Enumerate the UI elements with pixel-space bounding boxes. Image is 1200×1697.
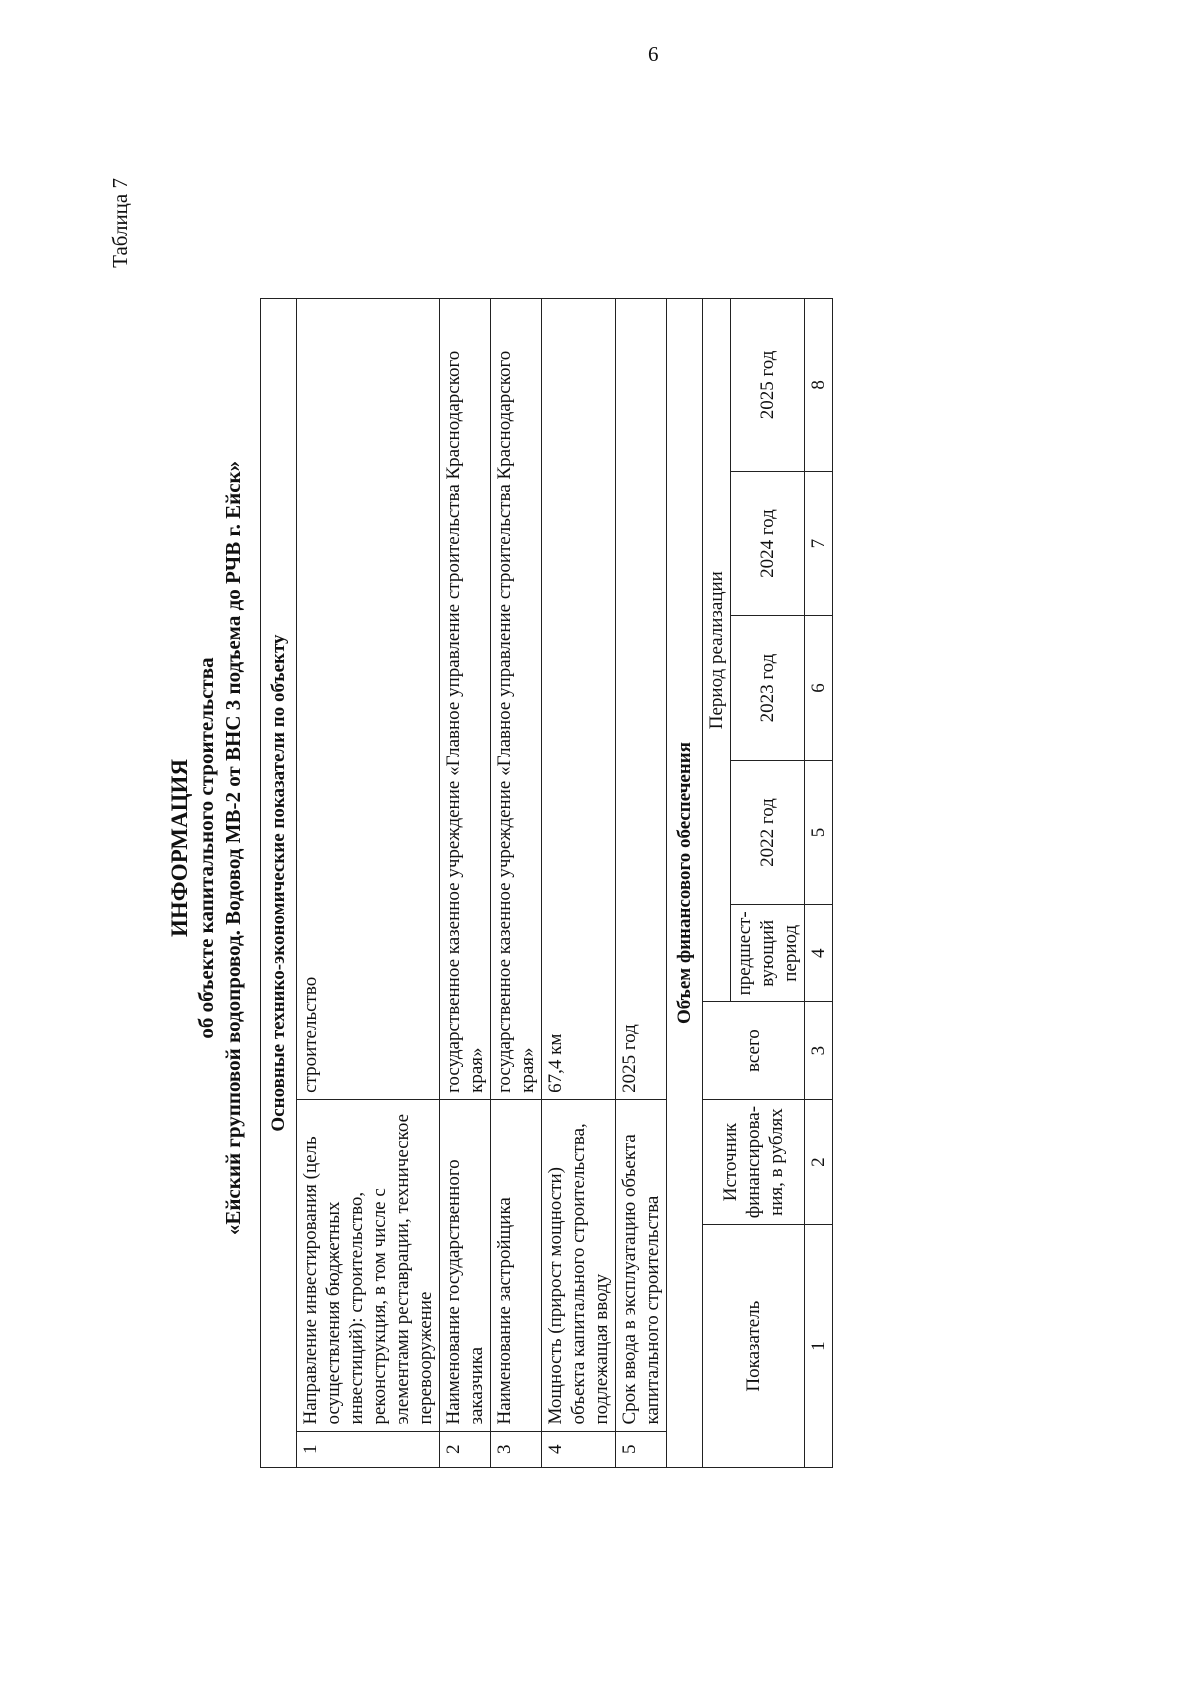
header-2023: 2023 год bbox=[731, 616, 805, 760]
column-number: 1 bbox=[805, 1225, 833, 1468]
indicator-row bbox=[542, 299, 616, 1468]
indicator-label: Наименование застройщика bbox=[491, 1099, 542, 1431]
info-table bbox=[260, 298, 833, 1468]
indicator-value: строительство bbox=[297, 299, 440, 1100]
heading-subtitle: об объекте капитального строительства bbox=[194, 657, 218, 1039]
indicator-number: 5 bbox=[616, 1431, 667, 1467]
column-number: 5 bbox=[805, 760, 833, 904]
indicator-row bbox=[491, 299, 542, 1468]
heading-title: ИНФОРМАЦИЯ bbox=[167, 758, 192, 938]
header-2024: 2024 год bbox=[731, 471, 805, 615]
column-number: 4 bbox=[805, 905, 833, 1002]
column-number: 8 bbox=[805, 299, 833, 472]
indicator-value: 67,4 км bbox=[542, 299, 616, 1100]
header-previous: предшест-вующий период bbox=[731, 905, 805, 1002]
indicator-label: Срок ввода в эксплуатацию объекта капитального строительства bbox=[616, 1099, 667, 1431]
indicator-number: 2 bbox=[440, 1431, 491, 1467]
indicator-number: 3 bbox=[491, 1431, 542, 1467]
column-number: 6 bbox=[805, 616, 833, 760]
heading-object-name: «Ейский групповой водопровод. Водовод МВ-2 от ВНС 3 подъема до РЧВ г. Ейск» bbox=[221, 460, 245, 1236]
column-number: 3 bbox=[805, 1002, 833, 1100]
column-numbers-row bbox=[805, 299, 833, 1468]
header-2025: 2025 год bbox=[731, 299, 805, 472]
indicator-label: Направление инвестирования (цель осуществления бюджетных инвестиций): строительство, реконструкция, в том числе с элементами реставрации, техническое перевооружение bbox=[297, 1099, 440, 1431]
indicator-row bbox=[297, 299, 440, 1468]
indicator-number: 4 bbox=[542, 1431, 616, 1467]
header-2022: 2022 год bbox=[731, 760, 805, 904]
indicator-value: государственное казенное учреждение «Главное управление строительства Краснодарского края» bbox=[491, 299, 542, 1100]
document-heading bbox=[166, 118, 247, 1578]
page-number: 6 bbox=[648, 42, 659, 66]
table-label: Таблица 7 bbox=[108, 178, 132, 268]
header-indicator: Показатель bbox=[703, 1225, 805, 1468]
indicator-row bbox=[440, 299, 491, 1468]
section-finance-title: Объем финансового обеспечения bbox=[667, 299, 703, 1468]
rotated-document bbox=[100, 118, 1100, 1578]
finance-header-row bbox=[703, 299, 731, 1468]
indicator-number: 1 bbox=[297, 1431, 440, 1467]
indicator-label: Мощность (прирост мощности) объекта капитального строительства, подлежащая вводу bbox=[542, 1099, 616, 1431]
indicator-value: 2025 год bbox=[616, 299, 667, 1100]
indicator-value: государственное казенное учреждение «Главное управление строительства Краснодарского края» bbox=[440, 299, 491, 1100]
section-finance-row bbox=[667, 299, 703, 1468]
section-indicators-row bbox=[261, 299, 297, 1468]
header-total: всего bbox=[703, 1002, 805, 1100]
column-number: 7 bbox=[805, 471, 833, 615]
column-number: 2 bbox=[805, 1099, 833, 1224]
header-period: Период реализации bbox=[703, 299, 731, 1002]
indicator-row bbox=[616, 299, 667, 1468]
section-indicators-title: Основные технико-экономические показатели по объекту bbox=[261, 299, 297, 1468]
header-source: Источник финансирова-ния, в рублях bbox=[703, 1099, 805, 1224]
indicator-label: Наименование государственного заказчика bbox=[440, 1099, 491, 1431]
